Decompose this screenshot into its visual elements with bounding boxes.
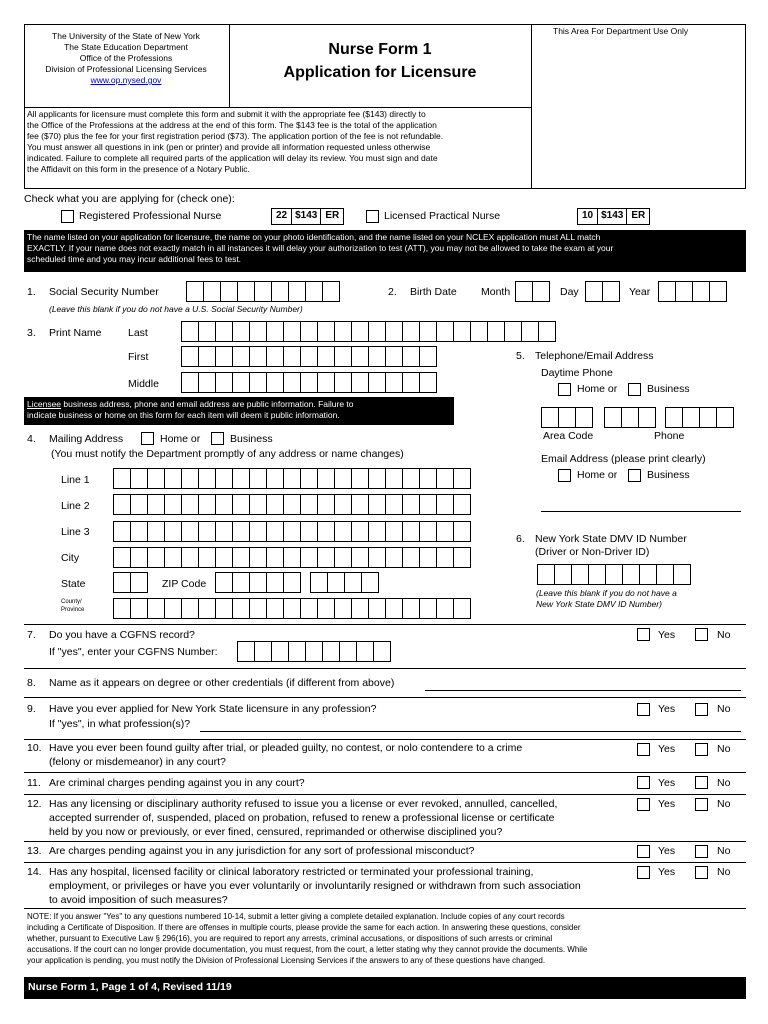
intro-line: fee ($70) plus the fee for your first registration period ($73). The application portion of the fee is not refundable. (27, 131, 444, 141)
code-cell: $143 (292, 208, 321, 225)
q13-no-checkbox[interactable] (695, 845, 708, 858)
q10-no-label: No (717, 743, 731, 755)
q7-yes-label: Yes (658, 629, 676, 641)
zip-ext-input[interactable] (310, 572, 378, 593)
phone-home-checkbox[interactable] (558, 383, 571, 396)
q12-no-checkbox[interactable] (695, 798, 708, 811)
q3-number: 3. (27, 327, 36, 339)
q7-text: If "yes", enter your CGFNS Number: (49, 646, 218, 658)
q7-no-checkbox[interactable] (695, 628, 708, 641)
q12-text: held by you now or previously, or ever fined, censured, reprimanded or otherwise disciplined you? (49, 826, 503, 838)
lpn-code (577, 208, 650, 225)
county-label (61, 598, 84, 614)
q11-no-checkbox[interactable] (695, 776, 708, 789)
note-line: your application is pending, you must notify the Division of Professional Licensing Services if the answers to any of these questions have changed. (27, 956, 546, 965)
form-subtitle: Application for Licensure (283, 64, 477, 81)
email-business-checkbox[interactable] (628, 469, 641, 482)
website-link[interactable]: www.op.nysed.gov (90, 75, 162, 85)
q9-yes-checkbox[interactable] (637, 703, 650, 716)
intro-line: indicated. Failure to complete all required parts of the application will delay its review. You must sign and date (27, 153, 438, 163)
area-code-input[interactable] (541, 407, 592, 428)
dept-use-label: This Area For Department Use Only (553, 26, 689, 36)
q12-no-label: No (717, 798, 731, 810)
q3-label: Print Name (49, 327, 102, 339)
q5-number: 5. (516, 350, 525, 362)
q12-yes-label: Yes (658, 798, 676, 810)
q1-label: Social Security Number (49, 286, 159, 298)
middle-name-label: Middle (128, 378, 159, 390)
address-home-checkbox[interactable] (141, 432, 154, 445)
q6-note-line: (Leave this blank if you do not have a (536, 588, 677, 598)
q7-yes-checkbox[interactable] (637, 628, 650, 641)
name-warning (24, 230, 746, 272)
q7-number: 7. (27, 629, 36, 641)
q9-text: Have you ever applied for New York State licensure in any profession? (49, 703, 377, 715)
address-home-label: Home or (160, 433, 201, 445)
year-label: Year (629, 286, 651, 298)
q6-number: 6. (516, 533, 525, 545)
q14-no-checkbox[interactable] (695, 866, 708, 879)
code-cell: ER (627, 208, 650, 225)
footer-text: Nurse Form 1, Page 1 of 4, Revised 11/19 (28, 981, 232, 993)
disclosure-note (27, 911, 587, 966)
code-cell: ER (321, 208, 344, 225)
agency-line: Division of Professional Licensing Services (45, 64, 207, 74)
q8-text: Name as it appears on degree or other credentials (if different from above) (49, 677, 395, 689)
zip-label: ZIP Code (162, 578, 207, 590)
q9-no-label: No (717, 703, 731, 715)
form-title: Nurse Form 1 (328, 41, 432, 58)
page-footer (24, 977, 746, 999)
q4-note: (You must notify the Department promptly of any address or name changes) (51, 448, 404, 460)
last-name-label: Last (128, 327, 148, 339)
middle-name-input[interactable] (181, 372, 436, 393)
ssn-input[interactable] (186, 281, 339, 302)
q12-text: Has any licensing or disciplinary authority refused to issue you a license or ever revoked, annulled, cancelled, (49, 798, 558, 810)
q14-yes-label: Yes (658, 866, 676, 878)
phone-line-input[interactable] (665, 407, 733, 428)
warning-line: EXACTLY. If your name does not exactly match in all instances it will delay your authorization to test (ATT), you may not be allowed to take the exam at your (27, 243, 614, 253)
q6-note (536, 588, 677, 610)
day-label: Day (560, 286, 579, 298)
q8-name-input[interactable] (425, 690, 741, 691)
phone-home-label: Home or (577, 383, 618, 395)
notice-line: indicate business or home on this form for each item will deem it public information. (27, 410, 340, 420)
last-name-input[interactable] (181, 321, 555, 342)
lpn-label: Licensed Practical Nurse (384, 210, 501, 222)
county-input[interactable] (113, 598, 470, 619)
q10-yes-checkbox[interactable] (637, 743, 650, 756)
state-input[interactable] (113, 572, 147, 593)
first-name-input[interactable] (181, 346, 436, 367)
intro-text (27, 109, 443, 175)
email-input[interactable] (541, 511, 741, 512)
q14-number: 14. (27, 866, 42, 878)
address-business-checkbox[interactable] (211, 432, 224, 445)
q1-note: (Leave this blank if you do not have a U.S. Social Security Number) (49, 304, 303, 314)
q1-number: 1. (27, 286, 36, 298)
q13-yes-label: Yes (658, 845, 676, 857)
code-cell: 22 (271, 208, 292, 225)
month-label: Month (481, 286, 511, 298)
lpn-checkbox[interactable] (366, 210, 379, 223)
county-label-line: Province (61, 607, 85, 613)
agency-block (26, 31, 226, 86)
q13-number: 13. (27, 845, 42, 857)
q13-no-label: No (717, 845, 731, 857)
intro-line: You must answer all questions in ink (pen or printer) and provide all information requested unless otherwise (27, 142, 431, 152)
note-line: including a Certificate of Disposition. If there are offenses in multiple courts, please provide the same for each action. In answering these questions, consider (27, 923, 581, 932)
email-business-label: Business (647, 469, 690, 481)
licensee-word: Licensee (27, 399, 62, 409)
q5-label: Telephone/Email Address (535, 350, 654, 362)
birth-month-input[interactable] (515, 281, 549, 302)
address-line3-input[interactable] (113, 521, 470, 542)
address-line1-input[interactable] (113, 468, 470, 489)
q9-profession-input[interactable] (200, 731, 741, 732)
agency-line: The State Education Department (64, 42, 188, 52)
notice-line: business address, phone and email address are public information. Failure to (61, 399, 354, 409)
q10-no-checkbox[interactable] (695, 743, 708, 756)
agency-line: Office of the Professions (79, 53, 173, 63)
q10-number: 10. (27, 742, 42, 754)
daytime-phone-label: Daytime Phone (541, 367, 613, 379)
city-label: City (61, 552, 80, 564)
dmv-id-input[interactable] (537, 564, 690, 585)
phone-label: Phone (654, 430, 685, 442)
q14-text: to avoid imposition of such measures? (49, 894, 228, 906)
public-info-notice (24, 397, 454, 425)
warning-line: The name listed on your application for licensure, the name on your photo identification, and the name listed on your NCLEX application must ALL match (27, 232, 601, 242)
q14-no-label: No (717, 866, 731, 878)
email-label: Email Address (please print clearly) (541, 453, 706, 465)
first-name-label: First (128, 351, 149, 363)
line3-label: Line 3 (61, 526, 90, 538)
line2-label: Line 2 (61, 500, 90, 512)
address-business-label: Business (230, 433, 273, 445)
state-label: State (61, 578, 86, 590)
cgfns-number-input[interactable] (237, 641, 390, 662)
apply-prompt: Check what you are applying for (check one): (24, 193, 235, 205)
birth-day-input[interactable] (585, 281, 619, 302)
address-line2-input[interactable] (113, 494, 470, 515)
intro-line: All applicants for licensure must complete this form and submit it with the appropriate fee ($143) directly to (27, 109, 426, 119)
q8-number: 8. (27, 677, 36, 689)
q13-text: Are charges pending against you in any jurisdiction for any sort of professional misconduct? (49, 845, 475, 857)
note-line: NOTE: If you answer "Yes" to any questions numbered 10-14, submit a letter giving a complete detailed explanation. Include copies of any court records (27, 912, 565, 921)
q10-yes-label: Yes (658, 743, 676, 755)
q14-yes-checkbox[interactable] (637, 866, 650, 879)
q4-number: 4. (27, 433, 36, 445)
q4-label: Mailing Address (49, 433, 124, 445)
q2-label: Birth Date (410, 286, 457, 298)
county-label-line: County/ (61, 599, 82, 605)
q10-text: Have you ever been found guilty after trial, or pleaded guilty, no contest, or nolo contendere to a crime (49, 742, 523, 754)
q11-text: Are criminal charges pending against you in any court? (49, 777, 305, 789)
line1-label: Line 1 (61, 474, 90, 486)
q9-yes-label: Yes (658, 703, 676, 715)
q14-text: employment, or privileges or have you ever voluntarily or involuntarily resigned or withdrawn from such association (49, 880, 581, 892)
area-code-label: Area Code (543, 430, 594, 442)
q9-number: 9. (27, 703, 36, 715)
zip-input[interactable] (215, 572, 300, 593)
q6-label: New York State DMV ID Number (535, 533, 687, 545)
phone-business-checkbox[interactable] (628, 383, 641, 396)
q13-yes-checkbox[interactable] (637, 845, 650, 858)
note-line: whether, pursuant to Executive Law § 296(16), you are required to report any arrests, criminal accusations, or dispositions of such arrests or criminal (27, 934, 553, 943)
city-input[interactable] (113, 547, 470, 568)
birth-year-input[interactable] (658, 281, 726, 302)
rn-label: Registered Professional Nurse (79, 210, 222, 222)
q10-text: (felony or misdemeanor) in any court? (49, 756, 226, 768)
code-cell: 10 (577, 208, 598, 225)
q11-yes-checkbox[interactable] (637, 776, 650, 789)
q2-number: 2. (388, 286, 397, 298)
intro-line: the Office of the Professions at the address at the end of this form. The $143 fee is the total of the application (27, 120, 437, 130)
phone-business-label: Business (647, 383, 690, 395)
q11-yes-label: Yes (658, 777, 676, 789)
agency-line: The University of the State of New York (52, 31, 200, 41)
phone-prefix-input[interactable] (604, 407, 655, 428)
q12-number: 12. (27, 798, 42, 810)
note-line: accusations. If the court can no longer provide documentation, you must request, from the court, a letter stating why they cannot provide the documents. While (27, 945, 588, 954)
q14-text: Has any hospital, licensed facility or clinical laboratory restricted or terminated your professional training, (49, 866, 534, 878)
rn-code (271, 208, 344, 225)
q11-no-label: No (717, 777, 731, 789)
q12-yes-checkbox[interactable] (637, 798, 650, 811)
q7-no-label: No (717, 629, 731, 641)
q11-number: 11. (27, 777, 41, 789)
email-home-checkbox[interactable] (558, 469, 571, 482)
q9-no-checkbox[interactable] (695, 703, 708, 716)
q6-note-line: New York State DMV ID Number) (536, 599, 662, 609)
q12-text: accepted surrender of, suspended, placed on probation, refused to renew a professional license or certificate (49, 812, 555, 824)
code-cell: $143 (598, 208, 627, 225)
q7-text: Do you have a CGFNS record? (49, 629, 195, 641)
q9-text: If "yes", in what profession(s)? (49, 718, 191, 730)
intro-line: the Affidavit on this form in the presence of a Notary Public. (27, 164, 250, 174)
rn-checkbox[interactable] (61, 210, 74, 223)
email-home-label: Home or (577, 469, 618, 481)
warning-line: scheduled time and you may incur additional fees to test. (27, 254, 242, 264)
q6-sub: (Driver or Non-Driver ID) (535, 546, 650, 558)
